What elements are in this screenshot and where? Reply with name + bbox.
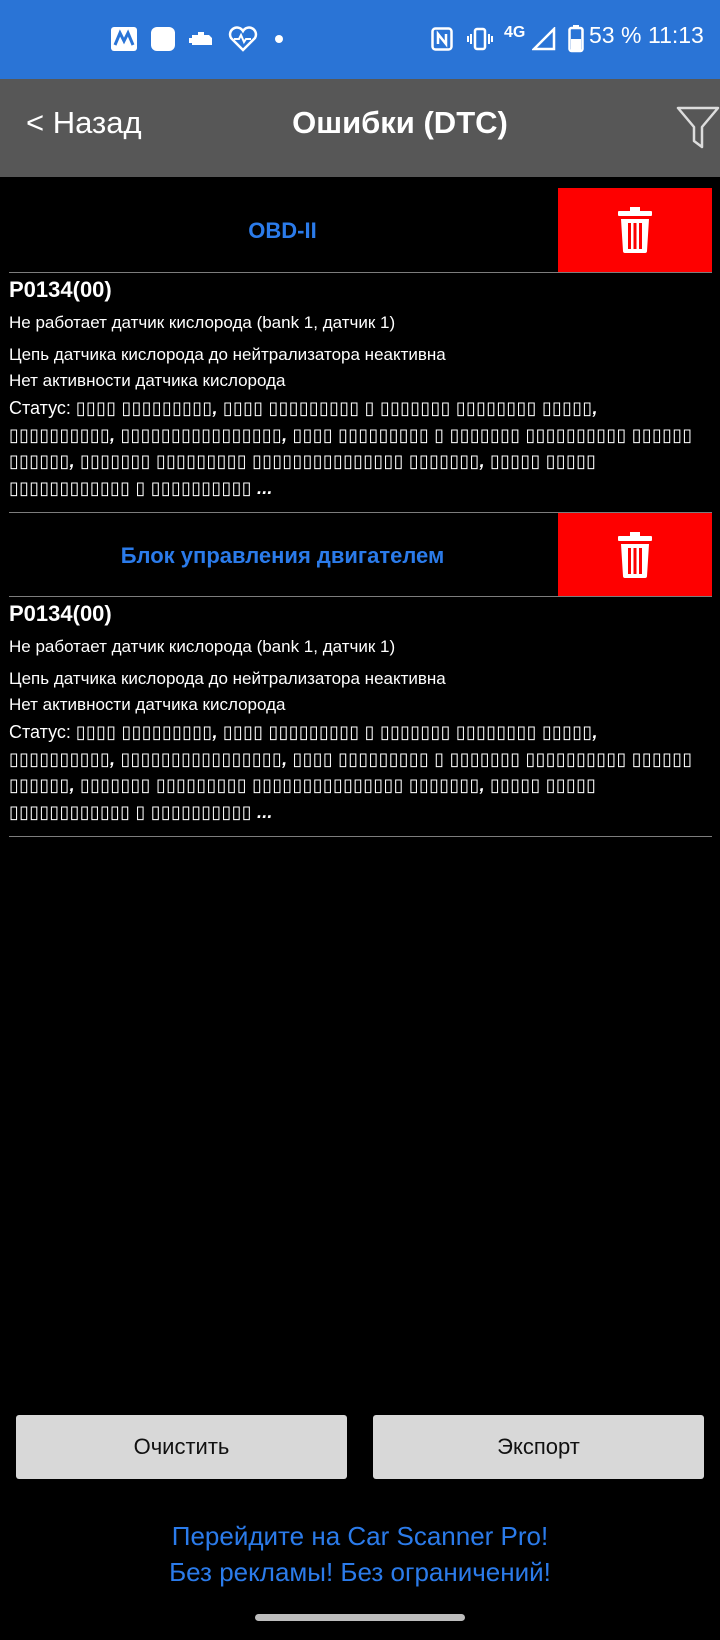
status-value: ▯▯▯▯ ▯▯▯▯▯▯▯▯▯, ▯▯▯▯ ▯▯▯▯▯▯▯▯▯ ▯ ▯▯▯▯▯▯▯ ▯▯▯▯▯▯▯▯ ▯▯▯▯▯, ▯▯▯▯▯▯▯▯▯▯, ▯▯▯▯▯▯▯▯▯▯▯▯▯▯▯▯, ▯▯▯▯ ▯▯▯▯▯▯▯▯▯ ▯ ▯▯▯▯▯▯▯ ▯▯▯▯▯▯▯▯▯▯ ▯▯▯▯▯▯ ▯▯▯▯▯▯, ▯▯▯▯▯▯▯ ▯▯▯▯▯▯▯▯▯ ▯▯▯▯▯▯▯▯▯▯▯▯▯▯▯ ▯▯▯▯▯▯▯, ▯▯▯▯▯ ▯▯▯▯▯ ▯▯▯▯▯▯▯▯▯▯▯▯ ▯ ▯▯▯▯▯▯▯▯▯▯ ... <box>9 398 693 498</box>
filter-icon[interactable] <box>676 105 720 151</box>
export-button[interactable]: Экспорт <box>373 1415 704 1479</box>
dtc-detail: Нет активности датчика кислорода <box>9 371 286 390</box>
dtc-code[interactable]: P0134(00) <box>9 601 112 626</box>
dtc-description: Не работает датчик кислорода (bank 1, датчик 1) <box>9 313 396 332</box>
page-title: Ошибки (DTC) <box>292 105 508 140</box>
navigation-bar <box>0 1599 720 1640</box>
heart-monitor-icon <box>228 24 258 54</box>
dtc-detail: Цепь датчика кислорода до нейтрализатора неактивна <box>9 345 446 364</box>
toolbar <box>0 79 720 177</box>
app-square-icon <box>150 24 176 54</box>
status-bar <box>0 0 720 79</box>
battery-icon <box>568 24 584 54</box>
nfc-icon <box>430 24 454 54</box>
dtc-detail: Нет активности датчика кислорода <box>9 695 286 714</box>
delete-button[interactable] <box>558 513 712 597</box>
trash-icon <box>618 207 652 253</box>
network-type: 4G <box>504 24 526 41</box>
dtc-code[interactable]: P0134(00) <box>9 277 112 302</box>
signal-icon <box>532 24 556 54</box>
divider <box>9 836 712 837</box>
section-title: OBD-II <box>248 218 317 243</box>
dtc-description: Не работает датчик кислорода (bank 1, датчик 1) <box>9 637 396 656</box>
clear-button[interactable]: Очистить <box>16 1415 347 1479</box>
dot-icon <box>274 24 284 54</box>
delete-button[interactable] <box>558 188 712 272</box>
section-title: Блок управления двигателем <box>120 543 445 568</box>
app-m-icon <box>110 24 138 54</box>
clock: 11:13 <box>648 22 704 48</box>
dtc-detail: Цепь датчика кислорода до нейтрализатора неактивна <box>9 669 446 688</box>
car-engine-icon <box>188 24 216 54</box>
divider <box>9 272 712 273</box>
status-value: ▯▯▯▯ ▯▯▯▯▯▯▯▯▯, ▯▯▯▯ ▯▯▯▯▯▯▯▯▯ ▯ ▯▯▯▯▯▯▯ ▯▯▯▯▯▯▯▯ ▯▯▯▯▯, ▯▯▯▯▯▯▯▯▯▯, ▯▯▯▯▯▯▯▯▯▯▯▯▯▯▯▯, ▯▯▯▯ ▯▯▯▯▯▯▯▯▯ ▯ ▯▯▯▯▯▯▯ ▯▯▯▯▯▯▯▯▯▯ ▯▯▯▯▯▯ ▯▯▯▯▯▯, ▯▯▯▯▯▯▯ ▯▯▯▯▯▯▯▯▯ ▯▯▯▯▯▯▯▯▯▯▯▯▯▯▯ ▯▯▯▯▯▯▯, ▯▯▯▯▯ ▯▯▯▯▯ ▯▯▯▯▯▯▯▯▯▯▯▯ ▯ ▯▯▯▯▯▯▯▯▯▯ ... <box>9 722 693 822</box>
battery-percent: 53 % <box>589 22 642 48</box>
home-handle[interactable] <box>255 1614 465 1621</box>
status-label: Статус: <box>9 722 71 742</box>
status-label: Статус: <box>9 398 71 418</box>
promo-link[interactable]: Без рекламы! Без ограничений! <box>169 1557 551 1587</box>
dtc-status <box>9 719 709 825</box>
vibrate-icon <box>466 24 494 54</box>
dtc-status <box>9 395 709 501</box>
section-header-ecu <box>0 513 720 597</box>
trash-icon <box>618 532 652 578</box>
back-button[interactable]: < Назад <box>26 105 142 140</box>
promo-link[interactable]: Перейдите на Car Scanner Pro! <box>171 1521 549 1551</box>
divider <box>9 596 712 597</box>
section-header-obd <box>0 188 720 272</box>
